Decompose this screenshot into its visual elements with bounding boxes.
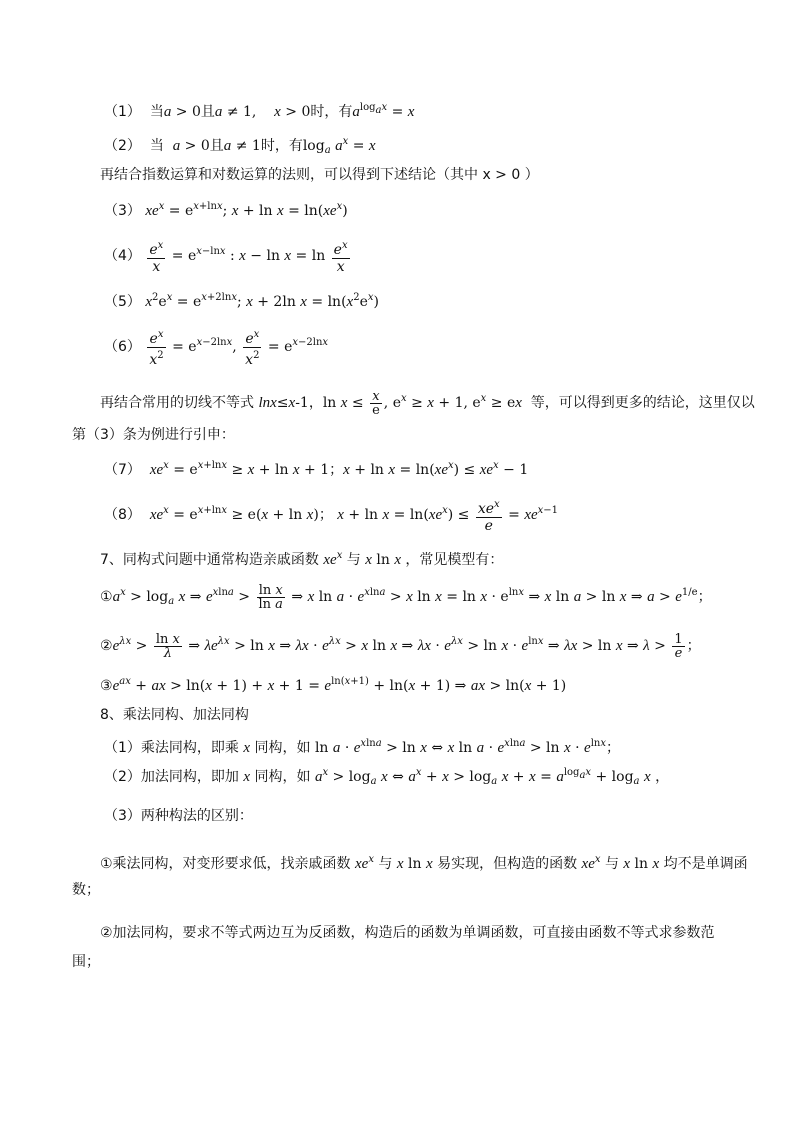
tangent-paragraph: 再结合常用的切线不等式 lnx≤x-1，ln x ≤ $\frac{x}{e}$ , $e^x \ge x + 1$, $e^x$ ≥ ex 等，可以得到更多的结论，这里仅以 [100, 388, 755, 418]
formula-line-5: （5） $x^2e^x = e^{x+2lnx}$; x + 2ln $x = \ln(x^2e^x)$ [104, 292, 379, 310]
section-8-heading: 8、乘法同构、加法同构 [100, 707, 249, 723]
item-label: （5） [104, 294, 141, 310]
model-1: $①a^x > \log_a x$ ⇒ $e^{xlna}$ > $\frac{\text{ln x}}{\text{ln a}}$ ⇒ x $\ln a \cdot e^{xlna} > x$ $\ln x = \ln x \cdot e^{lnx}$ ⇒ x ln a > ln x ⇒ $a > e^{1/e}$； [100, 582, 712, 612]
section-8-item-2: （2）加法同构，即加 x 同构，如 $a^x > \log_a x$ ⇔ $a^x + x > \log_a x + x = a^{log_ax} + \log_a x$ ， [104, 767, 670, 787]
formula-line-4: （4） $\frac{e^x}{x}$ = $e^{x-lnx}$ : x − ln x = ln $\frac{e^x}{x}$ [104, 239, 348, 275]
tangent-paragraph-cont: 第（3）条为例进行引申： [72, 427, 235, 443]
model-3: $③e^{ax}$ + ax > $\ln(x + 1) + x + 1 = e^{ln(x+1)} + \ln(x + 1)$ ⇒ ax > ln(x + 1) [100, 676, 567, 694]
item-label: （7） [104, 462, 141, 478]
item-label: （1） [104, 104, 141, 120]
formula-line-3: （3） $xe^x = e^{x+lnx}$; $x + \ln x = \ln(xe^x)$ [104, 201, 348, 219]
model-2: $②e^{\lambda x}$ > $\frac{\text{ln x}}{\lambda}$ ⇒ $\lambda e^{\lambda x} > \ln x$ ⇒ $\lambda x \cdot e^{\lambda x} > x$ ln x ⇒ $\lambda x \cdot e^{\lambda x} > \ln x \cdot e^{lnx}$ ⇒ λx > ln x ⇒ λ > $\frac{1}{e}$ ； [100, 631, 701, 661]
item-label: （2） [104, 138, 141, 154]
intro-text: 再结合指数运算和对数运算的法则，可以得到下述结论（其中 x > 0 ） [100, 167, 539, 183]
formula-line-6: （6） $\frac{e^x}{x^2}$ = $e^{x-2lnx}$, $\frac{e^x}{x^2}$ = $e^{x-2lnx}$ [104, 328, 329, 368]
conclusion-2: ②加法同构，要求不等式两边互为反函数，构造后的函数为单调函数，可直接由函数不等式求参数范 [100, 925, 715, 941]
item-label: （4） [104, 248, 141, 264]
section-8-item-3: （3）两种构法的区别： [104, 808, 253, 824]
section-7-heading: 7、同构式问题中通常构造亲戚函数 $xe^x$ 与 x ln x ，常见模型有： [100, 550, 504, 568]
item-label: （3） [104, 203, 141, 219]
conclusion-1: ①乘法同构，对变形要求低，找亲戚函数 $xe^x$ 与 x ln x 易实现，但构造的函数 $xe^x$ 与 x ln x 均不是单调函 [100, 854, 748, 872]
formula-line-7: （7） $xe^x = e^{x+lnx} \ge x + \ln x + 1$；$x + \ln x = \ln(xe^x) \le xe^x - 1$ [104, 460, 529, 478]
item-content: 当 [145, 104, 164, 120]
conclusion-1-cont: 数； [72, 882, 100, 898]
item-label: （8） [104, 507, 141, 523]
formula-line-2: （2） 当 a > 0且a ≠ 1时，有$\log_a a^x = x$ [104, 136, 376, 156]
item-label: （6） [104, 339, 141, 355]
formula-line-8: （8） $xe^x = e^{x+lnx} \ge e(x + \ln x)$； $x + \ln x = \ln(xe^x)$ ≤ $\frac{xe^x}{e}$ = $xe^{x-1}$ [104, 498, 559, 534]
section-8-item-1: （1）乘法同构，即乘 x 同构，如 $\ln a \cdot e^{xlna} > \ln x$ ⇔ x $\ln a \cdot e^{xlna} > \ln x \cdot e^{lnx}$； [104, 738, 620, 756]
formula-line-1: （1） 当a > 0且a ≠ 1, x > 0时，有$a^{log_ax} = x$ [104, 102, 415, 120]
conclusion-2-cont: 围； [72, 954, 100, 970]
